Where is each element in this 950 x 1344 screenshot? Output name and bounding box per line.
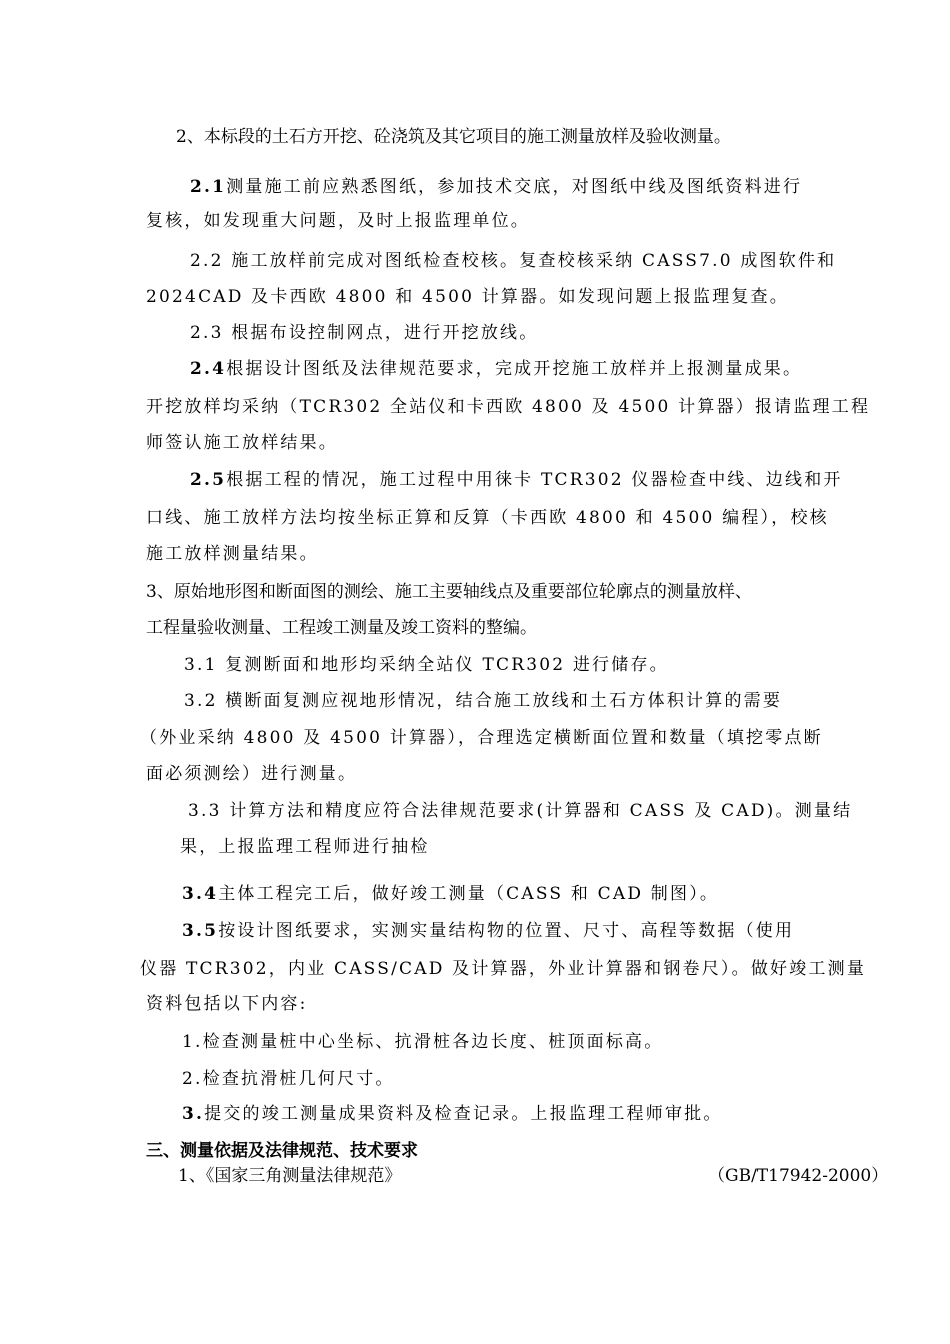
text-line: 施工放样测量结果。: [146, 544, 319, 564]
text-line: 2024CAD 及卡西欧 4800 和 4500 计算器。如发现问题上报监理复查。: [146, 287, 789, 307]
text-line: 工程量验收测量、工程竣工测量及竣工资料的整编。: [146, 618, 537, 638]
text-line: 仪器 TCR302，内业 CASS/CAD 及计算器，外业计算器和钢卷尺）。做好竣工测量: [140, 959, 867, 979]
section-heading: 三、测量依据及法律规范、技术要求: [146, 1141, 418, 1161]
text-line: 资料包括以下内容:: [146, 994, 308, 1014]
paragraph-3: 3、原始地形图和断面图的测绘、施工主要轴线点及重要部位轮廓点的测量放样、: [146, 582, 752, 602]
item-text: 测量施工前应熟悉图纸，参加技术交底，对图纸中线及图纸资料进行: [226, 177, 803, 197]
reference-standard: （GB/T17942-2000）: [708, 1166, 889, 1186]
item-3-3: 3.3 计算方法和精度应符合法律规范要求(计算器和 CASS 及 CAD)。测量结: [188, 801, 853, 821]
text-line: 师签认施工放样结果。: [146, 433, 338, 453]
item-number: 2.5: [190, 470, 227, 490]
item-number: 3.4: [182, 884, 219, 904]
item-text: 提交的竣工测量成果资料及检查记录。上报监理工程师审批。: [204, 1104, 723, 1124]
text-line: 面必须测绘）进行测量。: [146, 764, 358, 784]
item-2-2: 2.2 施工放样前完成对图纸检查校核。复查校核采纳 CASS7.0 成图软件和: [190, 251, 837, 271]
item-text: 根据工程的情况，施工过程中用徕卡 TCR302 仪器检查中线、边线和开: [226, 470, 843, 490]
item-number: 2.1: [190, 177, 227, 197]
item-text: 按设计图纸要求，实测实量结构物的位置、尺寸、高程等数据（使用: [218, 921, 795, 941]
item-2-4: [190, 358, 802, 380]
list-item-2: 2.检查抗滑桩几何尺寸。: [182, 1069, 395, 1089]
item-number: 3.5: [182, 921, 219, 941]
item-number: 3.: [182, 1104, 205, 1124]
item-3-5: [182, 920, 794, 942]
item-number: 2.4: [190, 359, 227, 379]
text-line: 开挖放样均采纳（TCR302 全站仪和卡西欧 4800 及 4500 计算器）报请监理工程: [146, 397, 871, 417]
item-3-4: [182, 883, 719, 905]
text-line: 复核，如发现重大问题，及时上报监理单位。: [146, 211, 530, 231]
item-2-1: [190, 176, 802, 198]
paragraph-2: 2、本标段的土石方开挖、砼浇筑及其它项目的施工测量放样及验收测量。: [176, 127, 731, 147]
item-2-3: 2.3 根据布设控制网点，进行开挖放线。: [190, 323, 539, 343]
text-line: 口线、施工放样方法均按坐标正算和反算（卡西欧 4800 和 4500 编程），校核: [146, 508, 829, 528]
item-text: 根据设计图纸及法律规范要求，完成开挖施工放样并上报测量成果。: [226, 359, 803, 379]
list-item-1: 1.检查测量桩中心坐标、抗滑桩各边长度、桩顶面标高。: [182, 1032, 664, 1052]
item-2-5: [190, 469, 843, 491]
item-3-2: 3.2 横断面复测应视地形情况，结合施工放线和土石方体积计算的需要: [184, 691, 783, 711]
list-item-3: [182, 1103, 723, 1125]
text-line: （外业采纳 4800 及 4500 计算器），合理选定横断面位置和数量（填挖零点断: [140, 728, 823, 748]
reference-item-1: [178, 1165, 889, 1187]
item-3-1: 3.1 复测断面和地形均采纳全站仪 TCR302 进行储存。: [184, 655, 669, 675]
reference-title: 1、《国家三角测量法律规范》: [178, 1166, 402, 1186]
item-text: 主体工程完工后，做好竣工测量（CASS 和 CAD 制图）。: [218, 884, 720, 904]
text-line: 果，上报监理工程师进行抽检: [180, 837, 430, 857]
